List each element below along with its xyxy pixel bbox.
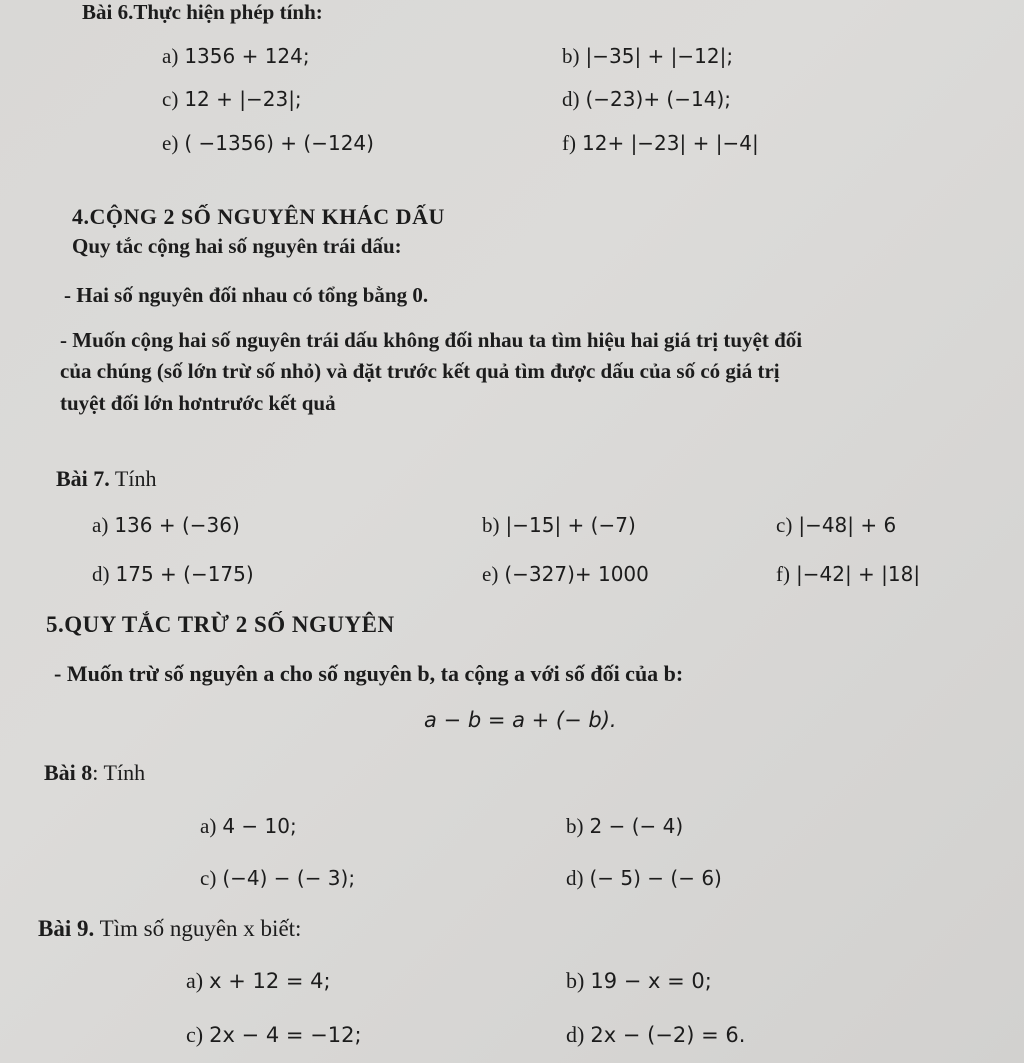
item-label: d) xyxy=(562,87,580,111)
item-expression: |−42| + |18| xyxy=(796,562,921,586)
section4-bullet-2-line-2: của chúng (số lớn trừ số nhỏ) và đặt trước kết quả tìm được dấu của số có giá trị xyxy=(60,359,780,383)
item-expression: x + 12 = 4; xyxy=(209,969,331,993)
bai8-item-a xyxy=(200,814,297,839)
bai7-item-c xyxy=(776,513,896,538)
bai7-item-f xyxy=(776,562,920,587)
item-expression: |−35| + |−12|; xyxy=(585,44,734,68)
bai7-item-e xyxy=(482,562,649,587)
bai7-item-d xyxy=(92,562,254,587)
section4-bullet-2-line-3: tuyệt đối lớn hơntrước kết quả xyxy=(60,391,336,415)
item-expression: 12+ |−23| + |−4| xyxy=(582,131,759,155)
bai9-title-bold: Bài 9. xyxy=(38,916,95,941)
item-expression: 175 + (−175) xyxy=(115,562,254,586)
bai7-title-rest: Tính xyxy=(109,466,157,491)
item-label: b) xyxy=(566,968,585,993)
bai6-item-f xyxy=(562,131,759,156)
item-label: f) xyxy=(776,562,790,586)
section5-formula: a − b = a + (− b). xyxy=(424,708,617,732)
section4-bullet-1: - Hai số nguyên đối nhau có tổng bằng 0. xyxy=(64,283,429,307)
bai7-title-bold: Bài 7. xyxy=(56,466,110,491)
bai7-item-a xyxy=(92,513,240,538)
item-expression: 2x − 4 = −12; xyxy=(209,1023,362,1047)
item-label: a) xyxy=(186,968,204,993)
bai8-item-c xyxy=(200,866,355,891)
item-label: b) xyxy=(566,814,584,838)
item-label: c) xyxy=(162,87,179,111)
item-expression: 136 + (−36) xyxy=(114,513,240,537)
item-label: e) xyxy=(482,562,499,586)
section5-heading: 5.QUY TẮC TRỪ 2 SỐ NGUYÊN xyxy=(46,612,395,637)
bai7-item-b xyxy=(482,513,636,538)
bai9-title xyxy=(38,916,301,942)
bai6-item-e xyxy=(162,131,374,156)
bai6-item-b xyxy=(562,44,733,69)
item-expression: (−4) − (− 3); xyxy=(222,866,356,890)
bai8-title-rest: : Tính xyxy=(92,760,146,785)
bai6-title-rest: Thực hiện phép tính: xyxy=(133,0,323,24)
item-expression: 12 + |−23|; xyxy=(184,87,302,111)
item-label: d) xyxy=(566,866,584,890)
section4-bullet-2-line-1: - Muốn cộng hai số nguyên trái dấu không đối nhau ta tìm hiệu hai giá trị tuyệt đối xyxy=(60,328,803,352)
item-label: c) xyxy=(186,1022,204,1047)
item-expression: ( −1356) + (−124) xyxy=(184,131,374,155)
item-label: d) xyxy=(566,1022,585,1047)
item-expression: |−48| + 6 xyxy=(798,513,897,537)
item-expression: 19 − x = 0; xyxy=(590,969,712,993)
bai9-item-d xyxy=(566,1022,745,1048)
bai6-item-a xyxy=(162,44,310,69)
item-label: a) xyxy=(92,513,109,537)
item-label: e) xyxy=(162,131,179,155)
item-expression: (− 5) − (− 6) xyxy=(589,866,722,890)
item-label: c) xyxy=(776,513,793,537)
section4-rule-title: Quy tắc cộng hai số nguyên trái dấu: xyxy=(72,234,402,258)
item-expression: 4 − 10; xyxy=(222,814,297,838)
item-expression: 1356 + 124; xyxy=(184,44,310,68)
bai6-title-bold: Bài 6. xyxy=(82,0,134,24)
item-expression: 2x − (−2) = 6. xyxy=(590,1023,746,1047)
bai8-item-d xyxy=(566,866,722,891)
bai6-title xyxy=(82,0,323,25)
item-expression: (−23)+ (−14); xyxy=(585,87,731,111)
item-label: b) xyxy=(482,513,500,537)
item-expression: 2 − (− 4) xyxy=(589,814,684,838)
bai6-item-d xyxy=(562,87,731,112)
bai9-title-rest: Tìm số nguyên x biết: xyxy=(94,916,302,941)
item-expression: |−15| + (−7) xyxy=(505,513,636,537)
item-label: f) xyxy=(562,131,576,155)
bai8-item-b xyxy=(566,814,683,839)
bai6-item-c xyxy=(162,87,302,112)
bai9-item-a xyxy=(186,968,331,994)
item-label: d) xyxy=(92,562,110,586)
section4-heading: 4.CỘNG 2 SỐ NGUYÊN KHÁC DẤU xyxy=(72,204,445,229)
item-expression: (−327)+ 1000 xyxy=(504,562,649,586)
section5-bullet: - Muốn trừ số nguyên a cho số nguyên b, ta cộng a với số đối của b: xyxy=(54,661,684,686)
item-label: a) xyxy=(162,44,179,68)
item-label: a) xyxy=(200,814,217,838)
bai7-title xyxy=(56,466,156,492)
bai8-title xyxy=(44,760,145,786)
bai9-item-b xyxy=(566,968,712,994)
bai9-item-c xyxy=(186,1022,362,1048)
item-label: c) xyxy=(200,866,217,890)
bai8-title-bold: Bài 8 xyxy=(44,760,93,785)
item-label: b) xyxy=(562,44,580,68)
